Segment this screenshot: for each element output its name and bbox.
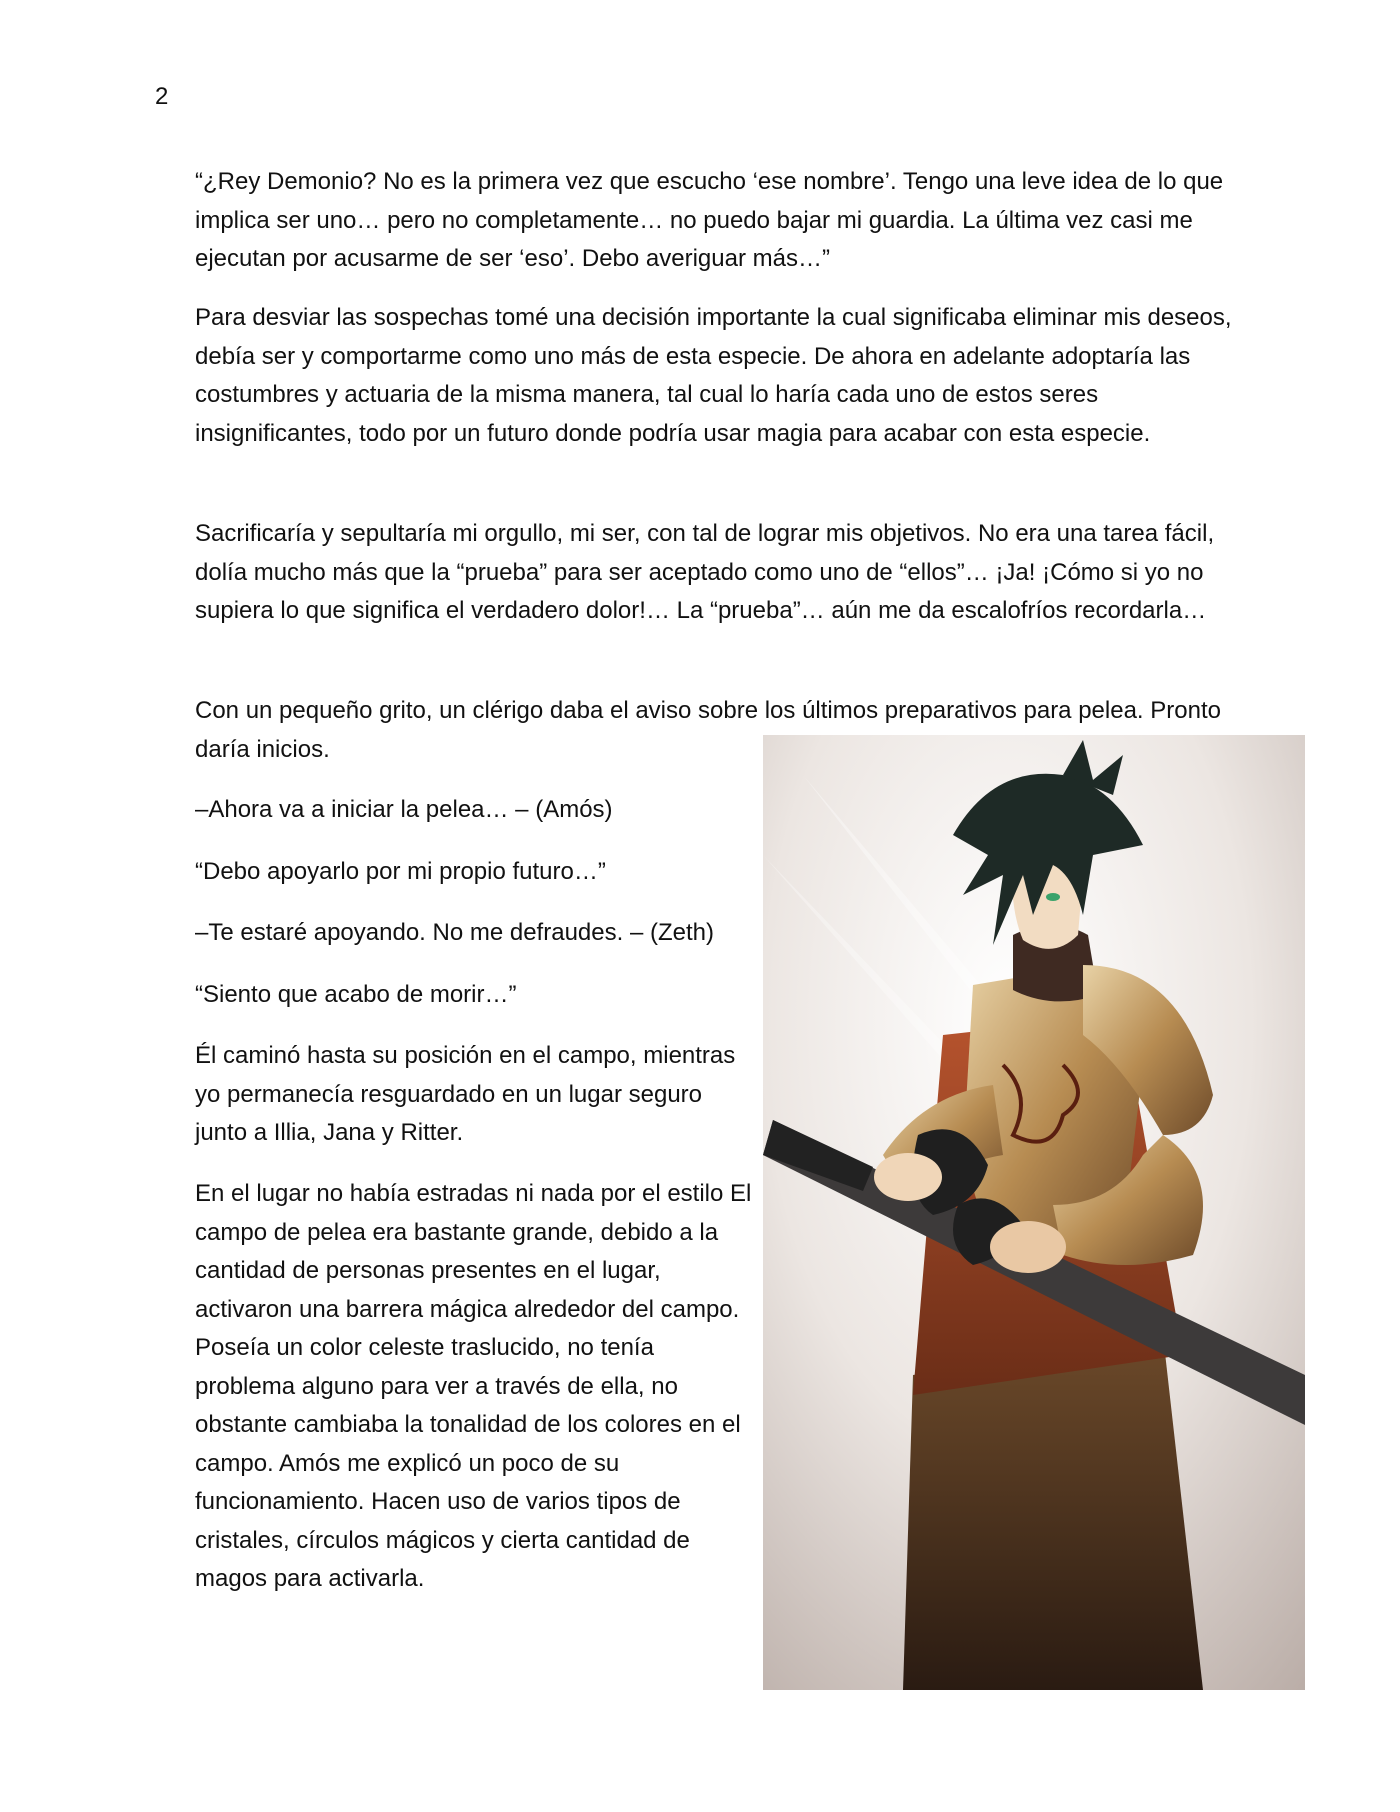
paragraph-sacrifice: Sacrificaría y sepultaría mi orgullo, mi ser, con tal de lograr mis objetivos. No era una tarea fácil, dolía mucho más que la “prueba” para ser aceptado como uno de “ellos”… ¡Ja! ¡Cómo si yo no supiera lo que significa el verdadero dolor!… La “prueba”… aún me da escalofríos recordarla… bbox=[195, 520, 1215, 624]
thought-dying: “Siento que acabo de morir…” bbox=[195, 981, 517, 1008]
thought-support: “Debo apoyarlo por mi propio futuro…” bbox=[195, 858, 606, 885]
dialogue-zeth: –Te estaré apoyando. No me defraudes. – (Zeth) bbox=[195, 919, 714, 946]
paragraph-decision: Para desviar las sospechas tomé una decisión importante la cual significaba eliminar mis deseos, debía ser y comportarme como uno más de esta especie. De ahora en adelante adoptaría las costumbres y actuaria de la misma manera, tal cual lo haría cada uno de estos seres insignificantes, todo por un futuro donde podría usar magia para acabar con esta especie. bbox=[195, 304, 1232, 447]
paragraph-thought-demon-king: “¿Rey Demonio? No es la primera vez que escucho ‘ese nombre’. Tengo una leve idea de lo que implica ser uno… pero no completamente… no puedo bajar mi guardia. La última vez casi me ejecutan por acusarme de ser ‘eso’. Debo averiguar más…” bbox=[195, 168, 1224, 272]
paragraph-cleric-shout: Con un pequeño grito, un clérigo daba el aviso sobre los últimos preparativos para pelea. Pronto daría inicios. bbox=[195, 697, 1221, 763]
paragraph-magic-barrier: En el lugar no había estradas ni nada por el estilo El campo de pelea era bastante grande, debido a la cantidad de personas presentes en el lugar, activaron una barrera mágica alrededor del campo. Poseía un color celeste traslucido, no tenía problema alguno para ver a través de ella, no obstante cambiaba la tonalidad de los colores en el campo. Amós me explicó un poco de su funcionamiento. Hacen uso de varios tipos de cristales, círculos mágicos y cierta cantidad de magos para activarla. bbox=[195, 1180, 752, 1592]
character-illustration bbox=[763, 735, 1305, 1690]
dialogue-amos: –Ahora va a iniciar la pelea… – (Amós) bbox=[195, 796, 613, 823]
page-number: 2 bbox=[155, 83, 169, 110]
paragraph-walked-to-field: Él caminó hasta su posición en el campo, mientras yo permanecía resguardado en un lugar seguro junto a Illia, Jana y Ritter. bbox=[195, 1042, 736, 1146]
